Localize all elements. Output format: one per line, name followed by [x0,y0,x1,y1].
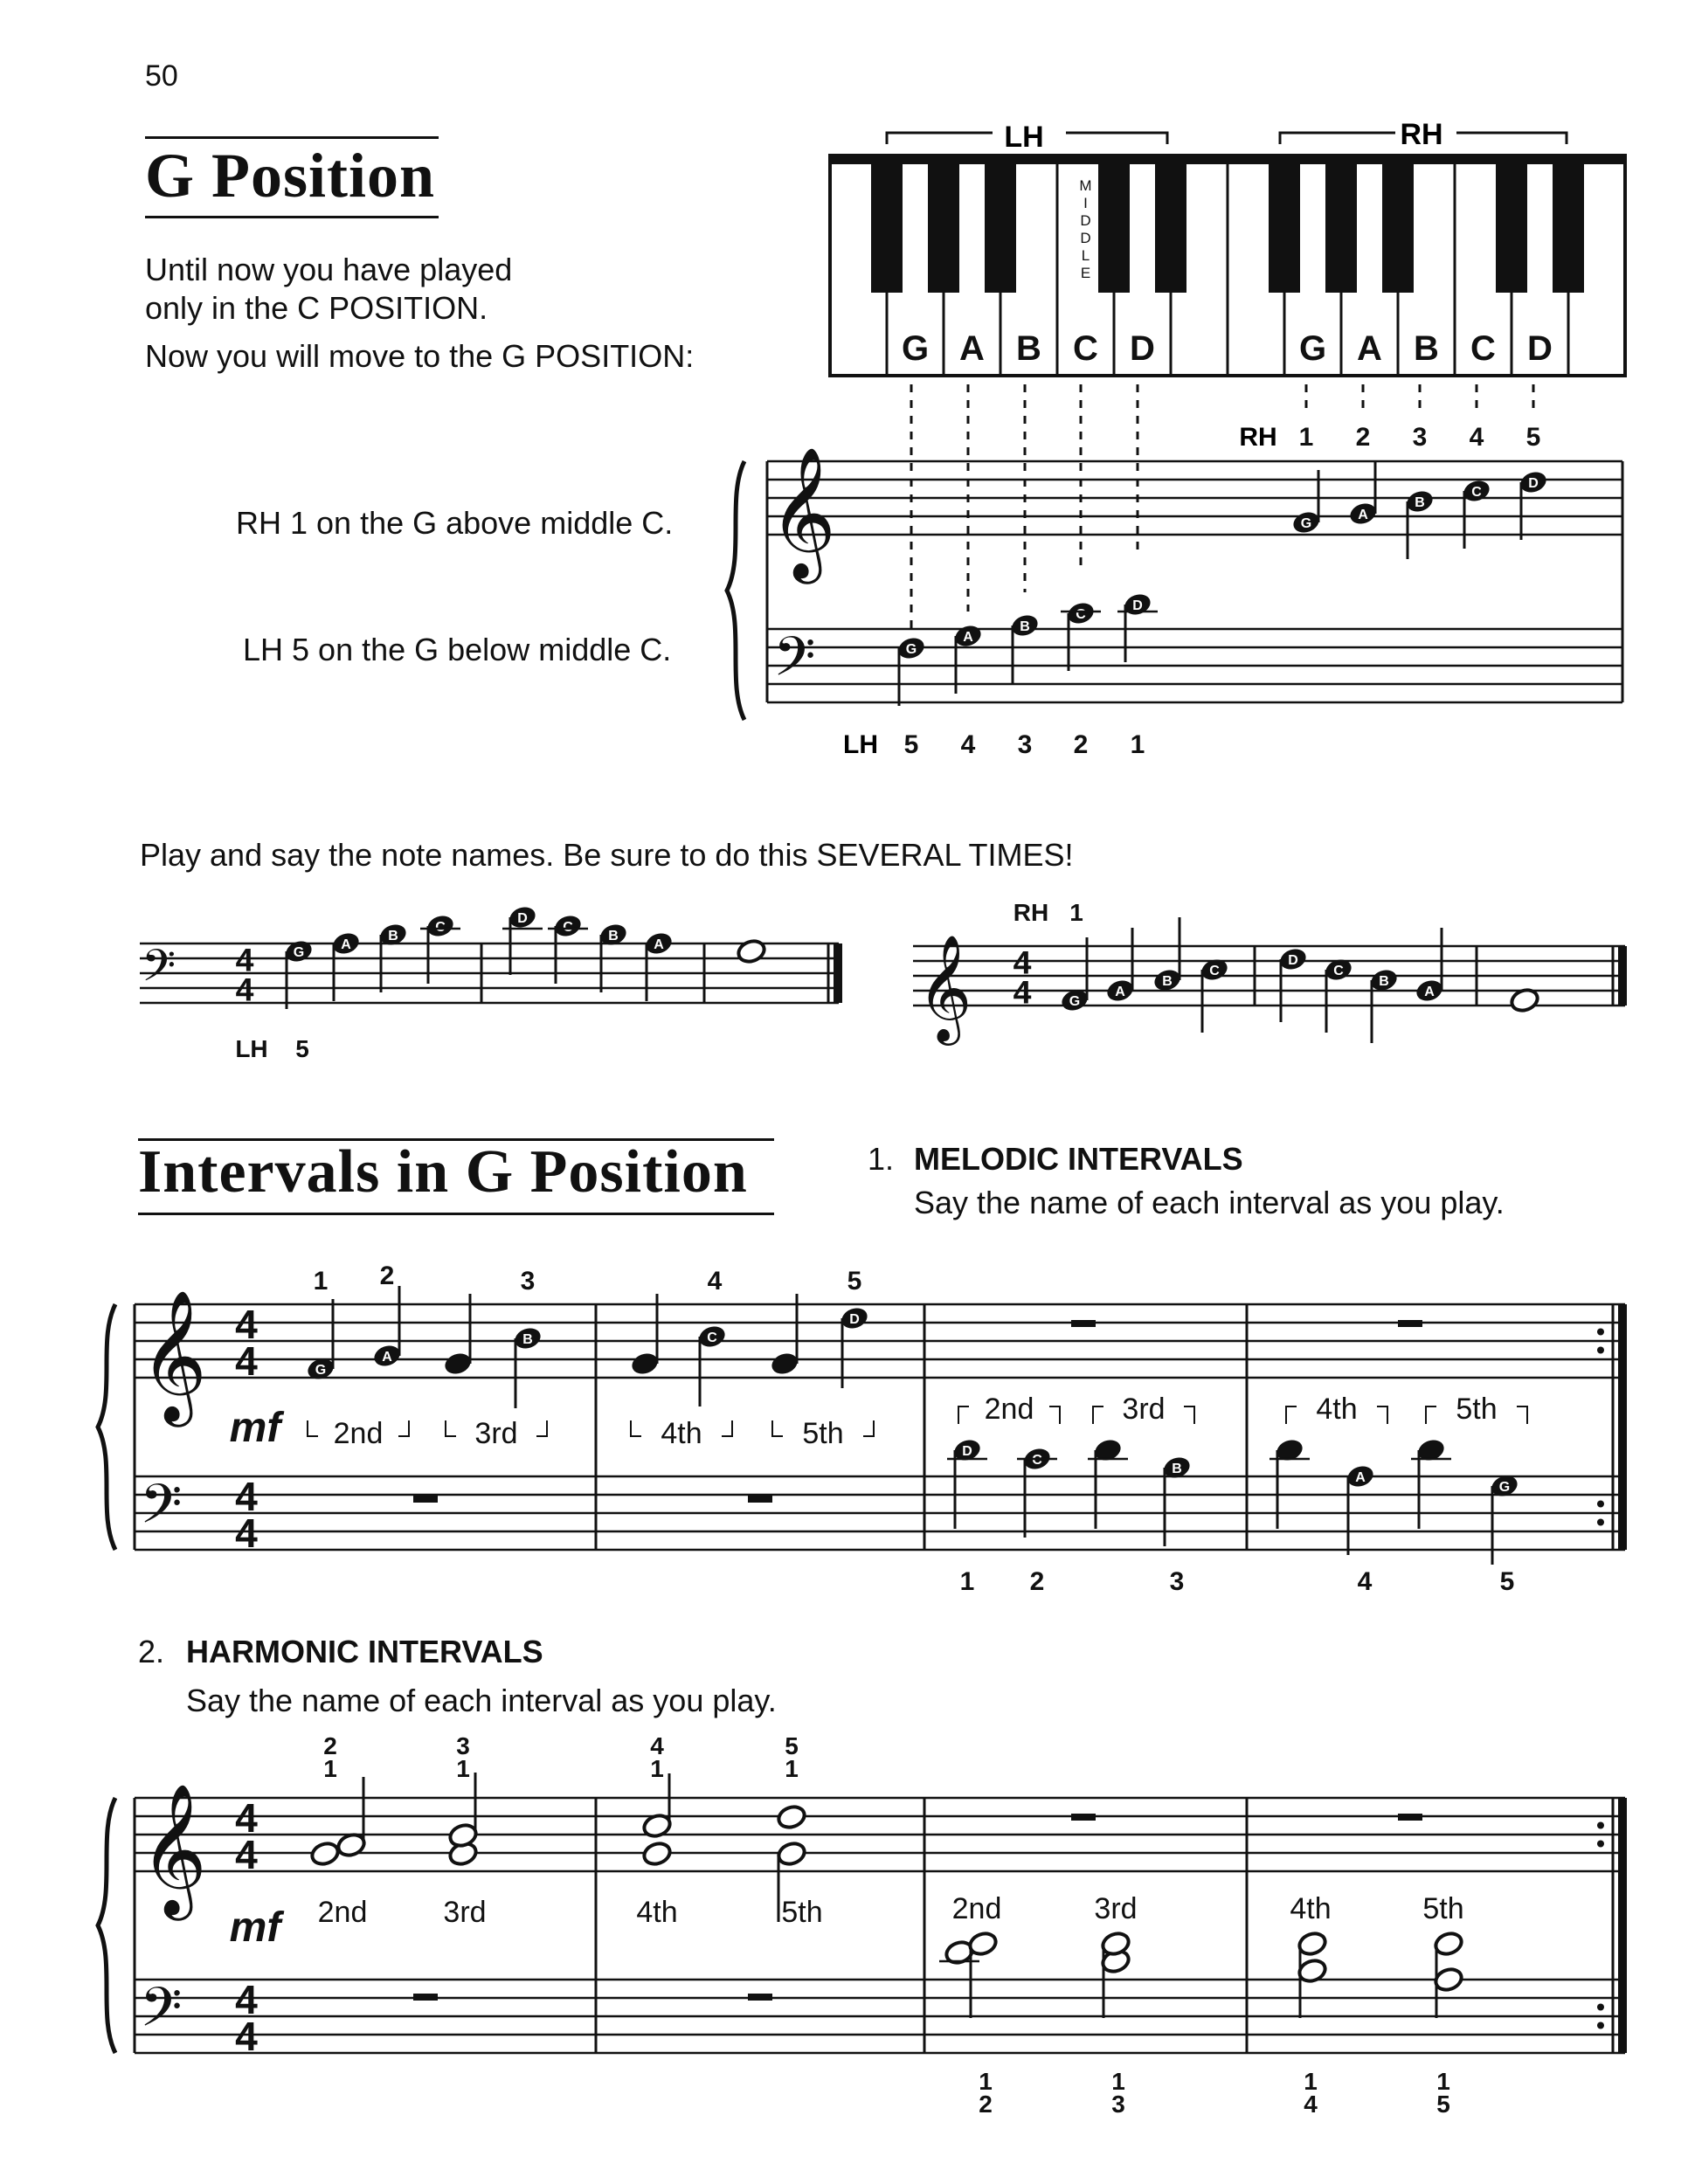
rh-finger-number: 3 [1412,423,1428,452]
rh-interval-label: 2nd [333,1417,384,1450]
bass-clef-icon: 𝄢 [140,1475,183,1549]
harmonic-number: 2. [138,1634,165,1669]
note [769,1294,800,1377]
treble-clef-icon: 𝄞 [917,936,972,1040]
note [947,1437,987,1529]
lh-finger-number: 5 [903,730,919,759]
lh-finger-lower: 4 [1304,2091,1318,2118]
note [1518,469,1549,540]
black-key [1496,162,1527,293]
lh-finger-upper: 1 [1111,2068,1125,2095]
lh-finger-number: 1 [959,1567,975,1596]
whole-rest [1398,1320,1422,1327]
bass-clef-icon: 𝄢 [140,1978,183,2052]
note-letter: A [1115,985,1125,999]
key-letter: D [1130,329,1155,368]
harmonic-instruction: Say the name of each interval as you play. [186,1683,777,1718]
note-letter: G [745,945,758,960]
lh-interval-label: 2nd [951,1892,1002,1925]
dynamic-mf: mf [229,1904,281,1951]
note-letter: C [1032,1453,1042,1468]
lh-finger-number: 1 [1130,730,1145,759]
guide-lines [911,384,1533,629]
rh-finger-number: 5 [847,1267,862,1296]
note-letter: B [1172,1462,1182,1476]
lh-finger-number: 3 [1169,1567,1185,1596]
note [447,1773,479,1849]
note [736,938,767,965]
rh-finger-number: 4 [1469,423,1484,452]
brace [98,1304,115,1550]
black-key [1325,162,1357,293]
note [336,1777,367,1858]
note-letter: B [388,929,398,943]
note [502,904,543,975]
note [598,922,629,992]
treble-clef-icon: 𝄞 [140,1784,207,1912]
melodic-heading: MELODIC INTERVALS [914,1141,1243,1177]
lh-interval-label: 5th [1456,1393,1498,1426]
note-letter: D [962,1444,972,1459]
time-signature-top: 4 [235,1794,258,1841]
repeat-dot [1597,2022,1604,2029]
intervals-title: Intervals in G Position [138,1138,748,1206]
repeat-dot [1597,2004,1604,2011]
middle-label-letter: D [1080,230,1091,246]
melodic-instruction: Say the name of each interval as you play. [914,1185,1505,1220]
note-letter: A [1358,508,1368,522]
note-letter: G [1519,994,1531,1009]
lh-finger-upper: 1 [1436,2068,1450,2095]
note-letter: B [1162,974,1173,989]
final-barline-thick [1618,1304,1627,1550]
g-position-title: G Position [145,141,436,211]
lh-finger-upper: 1 [1304,2068,1318,2095]
keyboard-rh-label: RH [1400,118,1443,151]
note-letter: B [1379,974,1389,989]
black-key [1382,162,1414,293]
note [371,1286,403,1369]
black-key [1269,162,1300,293]
lh-finger-number: 5 [1499,1567,1515,1596]
time-signature-bottom: 4 [235,2013,258,2059]
note-letter: G [1069,994,1081,1009]
note-letter: A [963,630,973,645]
note [1277,946,1309,1022]
middle-label-letter: D [1080,212,1091,229]
note [330,930,362,1001]
note-letter: B [1020,619,1030,634]
note [1100,1931,1131,2018]
note [839,1305,870,1388]
note [1152,917,1183,993]
rh-finger-lower: 1 [323,1755,337,1782]
rh-finger-upper: 3 [456,1732,470,1759]
note-letter: D [517,911,528,926]
black-key [1553,162,1584,293]
note-letter: C [1209,964,1220,978]
key-letter: B [1414,329,1439,368]
lh-finger-lower: 2 [979,2091,993,2118]
note [309,1841,341,1868]
time-signature-bottom: 4 [235,1831,258,1877]
black-key [928,162,959,293]
note [776,1841,807,1868]
lh-interval-label: 4th [1316,1393,1358,1426]
lh-finger-5: 5 [295,1035,309,1062]
whole-rest [413,1496,438,1503]
key-letter: G [1298,329,1327,368]
whole-rest [748,1994,772,2001]
rh-interval-label: 2nd [317,1896,368,1929]
note [1269,1437,1310,1529]
note [1414,928,1445,1004]
black-key [985,162,1016,293]
note [512,1325,543,1408]
lh-label: LH [235,1035,268,1062]
melodic-number: 1. [868,1141,895,1177]
note-letter: C [435,920,446,935]
staff-rh-label: RH [1239,423,1277,452]
treble-clef-icon: 𝄞 [769,447,836,576]
whole-rest [748,1496,772,1503]
rh-interval-label: 3rd [443,1896,487,1929]
middle-label-letter: E [1080,265,1091,281]
note-letter: C [1471,485,1482,500]
note [696,1324,728,1406]
repeat-dot [1597,1329,1604,1336]
final-barline-thick [1618,946,1627,1006]
note [1345,1463,1376,1555]
key-letter: B [1016,329,1041,368]
note-letter: G [1300,516,1312,531]
note-letter: D [1288,953,1298,968]
intro-line-3: Now you will move to the G POSITION: [145,338,695,374]
final-barline-thick [1618,1798,1627,2053]
rh-finger-1: 1 [1069,899,1083,926]
note-letter: D [1132,598,1143,613]
lh-finger-number: 4 [1357,1567,1373,1596]
dynamic-mf: mf [229,1405,281,1451]
lh-interval-label: 4th [1290,1892,1332,1925]
note-letter: A [341,937,351,952]
time-signature-bottom: 4 [235,1337,258,1384]
note-letter: A [654,937,664,952]
intervals-rule-bottom [138,1213,774,1215]
time-signature-top: 4 [235,1301,258,1347]
lh-interval-label: 2nd [984,1393,1034,1426]
note-letter: G [293,945,305,960]
note-letter: B [522,1332,533,1347]
note [641,1841,673,1868]
black-key [1098,162,1130,293]
note-letter: C [707,1330,717,1345]
rh-finger-upper: 4 [650,1732,664,1759]
key-letter: D [1527,329,1553,368]
note [1104,928,1136,1004]
middle-label-letter: I [1083,195,1088,211]
note-letter: B [608,929,619,943]
rh-finger-number: 2 [379,1261,395,1290]
key-letter: C [1073,329,1098,368]
time-signature-top: 4 [235,941,254,978]
note [1461,478,1492,549]
note-letter: C [1333,964,1344,978]
rh-interval-label: 3rd [474,1417,518,1450]
note [641,1773,673,1839]
note [643,930,675,1001]
rh-interval-label: 5th [802,1417,844,1450]
whole-rest [413,1994,438,2001]
repeat-dot [1597,1841,1604,1848]
time-signature-bottom: 4 [235,1510,258,1556]
middle-label-letter: L [1081,247,1090,264]
final-barline-thick [834,943,842,1003]
note [377,922,409,992]
lh-finger-number: 3 [1017,730,1033,759]
note-letter: G [905,642,917,657]
note [1017,1446,1057,1538]
bass-clef-icon: 𝄢 [142,941,176,1001]
repeat-dot [1597,1822,1604,1829]
note [629,1294,661,1377]
key-letter: G [901,329,930,368]
rh-finger-number: 5 [1525,423,1541,452]
note [1411,1437,1451,1529]
note-letter: A [1424,985,1435,999]
keyboard [830,156,1625,376]
rh-finger-lower: 1 [650,1755,664,1782]
lh-finger-number: 4 [960,730,976,759]
bass-clef-icon: 𝄢 [773,627,816,702]
intro-line-2: only in the C POSITION. [145,290,488,326]
key-letter: C [1470,329,1496,368]
note-letter: A [1355,1470,1366,1485]
whole-rest [1071,1320,1096,1327]
brace [98,1798,115,2053]
rh-interval-label: 4th [661,1417,702,1450]
note-letter: C [1076,607,1086,622]
rh-finger-upper: 2 [323,1732,337,1759]
lh-finger-upper: 1 [979,2068,993,2095]
note [1404,488,1435,559]
time-signature-bottom: 4 [1013,973,1032,1011]
rh-finger-number: 1 [313,1267,329,1296]
note-letter: C [563,920,573,935]
note [967,1931,999,2018]
lh-caption: LH 5 on the G below middle C. [243,632,672,667]
rh-interval-label: 4th [636,1896,678,1929]
time-signature-top: 4 [235,1473,258,1519]
note [1061,600,1101,671]
page-number: 50 [145,59,178,93]
note-letter: G [1498,1480,1511,1495]
intro-line-1: Until now you have played [145,252,513,287]
keyboard-lh-label: LH [1004,121,1044,154]
note-letter: D [1528,476,1539,491]
rh-finger-lower: 1 [456,1755,470,1782]
key-letter: A [959,329,985,368]
rh-finger-number: 2 [1355,423,1371,452]
lh-finger-lower: 3 [1111,2091,1125,2118]
harmonic-heading: HARMONIC INTERVALS [186,1634,543,1669]
note [442,1294,474,1377]
time-signature-top: 4 [235,1976,258,2022]
lh-finger-lower: 5 [1436,2091,1450,2118]
practice-instruction: Play and say the note names. Be sure to do this SEVERAL TIMES! [140,837,1074,873]
note [1199,957,1230,1033]
time-signature-top: 4 [1013,943,1032,981]
whole-rest [1398,1814,1422,1821]
rh-finger-number: 1 [1298,423,1314,452]
rh-finger-lower: 1 [785,1755,799,1782]
rh-finger-upper: 5 [785,1732,799,1759]
lh-interval-label: 3rd [1122,1393,1166,1426]
note [776,1804,807,1831]
note-letter: A [382,1350,392,1365]
repeat-dot [1597,1501,1604,1508]
rh-finger-number: 4 [707,1267,723,1296]
note [1117,591,1158,662]
brace [727,461,744,720]
key-letter: A [1357,329,1382,368]
lh-interval-label: 3rd [1094,1892,1138,1925]
note [1323,957,1354,1033]
rh-interval-label: 5th [781,1896,823,1929]
repeat-dot [1597,1347,1604,1354]
middle-label-letter: M [1079,177,1092,194]
lh-finger-number: 2 [1029,1567,1045,1596]
note [896,635,927,706]
note-letter: D [849,1312,860,1327]
note [1088,1437,1128,1529]
black-key [871,162,903,293]
rh-caption: RH 1 on the G above middle C. [236,505,674,541]
lh-interval-label: 5th [1422,1892,1464,1925]
black-key [1155,162,1186,293]
note-letter: B [1415,495,1425,510]
lh-finger-number: 2 [1073,730,1089,759]
staff-lh-label: LH [843,730,878,759]
note-letter: G [315,1363,327,1378]
whole-rest [1071,1814,1096,1821]
rh-finger-number: 3 [520,1267,536,1296]
hand-brackets [887,118,1567,154]
treble-clef-icon: 𝄞 [140,1290,207,1419]
repeat-dot [1597,1519,1604,1526]
rh-label: RH [1013,899,1049,926]
time-signature-bottom: 4 [235,971,254,1008]
